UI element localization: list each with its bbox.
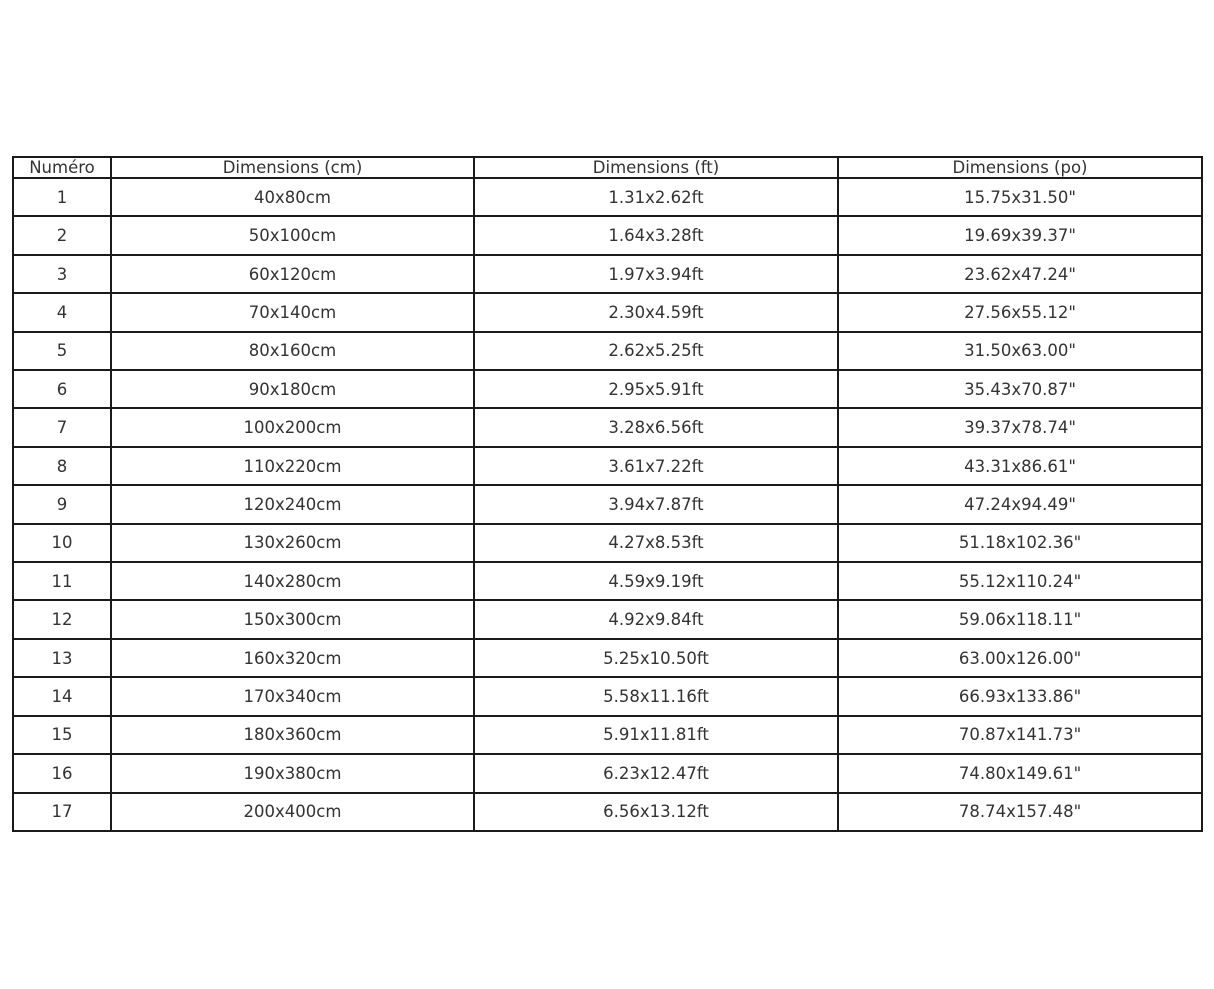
table-cell: 19.69x39.37" [838, 216, 1202, 254]
table-cell: 4.27x8.53ft [474, 524, 838, 562]
table-cell: 10 [13, 524, 111, 562]
table-cell: 39.37x78.74" [838, 408, 1202, 446]
table-cell: 60x120cm [111, 255, 474, 293]
column-header: Numéro [13, 157, 111, 178]
table-cell: 5 [13, 332, 111, 370]
table-cell: 130x260cm [111, 524, 474, 562]
table-cell: 100x200cm [111, 408, 474, 446]
table-cell: 9 [13, 485, 111, 523]
table-row [13, 600, 1202, 638]
table-cell: 90x180cm [111, 370, 474, 408]
table-row [13, 178, 1202, 216]
table-cell: 1.64x3.28ft [474, 216, 838, 254]
table-cell: 6.56x13.12ft [474, 793, 838, 832]
table-cell: 27.56x55.12" [838, 293, 1202, 331]
table-cell: 4.59x9.19ft [474, 562, 838, 600]
table-row [13, 793, 1202, 832]
table-cell: 78.74x157.48" [838, 793, 1202, 832]
table-cell: 5.91x11.81ft [474, 716, 838, 754]
column-header: Dimensions (po) [838, 157, 1202, 178]
table-cell: 55.12x110.24" [838, 562, 1202, 600]
table-cell: 4.92x9.84ft [474, 600, 838, 638]
table-cell: 3.94x7.87ft [474, 485, 838, 523]
table-cell: 15 [13, 716, 111, 754]
table-cell: 2.95x5.91ft [474, 370, 838, 408]
table-cell: 1.31x2.62ft [474, 178, 838, 216]
table-row [13, 524, 1202, 562]
table-cell: 2.30x4.59ft [474, 293, 838, 331]
table-cell: 180x360cm [111, 716, 474, 754]
table-cell: 50x100cm [111, 216, 474, 254]
header-row [13, 157, 1202, 178]
table-cell: 43.31x86.61" [838, 447, 1202, 485]
table-cell: 70.87x141.73" [838, 716, 1202, 754]
column-header: Dimensions (cm) [111, 157, 474, 178]
table-cell: 190x380cm [111, 754, 474, 792]
table-cell: 17 [13, 793, 111, 832]
table-row [13, 754, 1202, 792]
table-row [13, 562, 1202, 600]
table-cell: 120x240cm [111, 485, 474, 523]
table-cell: 16 [13, 754, 111, 792]
table-cell: 200x400cm [111, 793, 474, 832]
table-cell: 80x160cm [111, 332, 474, 370]
table-row [13, 370, 1202, 408]
table-cell: 6 [13, 370, 111, 408]
table-cell: 59.06x118.11" [838, 600, 1202, 638]
table-cell: 4 [13, 293, 111, 331]
table-cell: 2.62x5.25ft [474, 332, 838, 370]
table-cell: 2 [13, 216, 111, 254]
dimensions-conversion-table [12, 156, 1203, 832]
table-cell: 12 [13, 600, 111, 638]
table-cell: 66.93x133.86" [838, 677, 1202, 715]
table-cell: 110x220cm [111, 447, 474, 485]
table-row [13, 216, 1202, 254]
table-cell: 31.50x63.00" [838, 332, 1202, 370]
table-cell: 8 [13, 447, 111, 485]
table-row [13, 447, 1202, 485]
table-cell: 5.58x11.16ft [474, 677, 838, 715]
table-cell: 6.23x12.47ft [474, 754, 838, 792]
table-cell: 74.80x149.61" [838, 754, 1202, 792]
table-cell: 51.18x102.36" [838, 524, 1202, 562]
table-row [13, 716, 1202, 754]
table-cell: 3 [13, 255, 111, 293]
table-cell: 1.97x3.94ft [474, 255, 838, 293]
table-cell: 47.24x94.49" [838, 485, 1202, 523]
table-cell: 35.43x70.87" [838, 370, 1202, 408]
table-body [13, 178, 1202, 831]
table-cell: 14 [13, 677, 111, 715]
table-row [13, 485, 1202, 523]
table-row [13, 677, 1202, 715]
table-cell: 11 [13, 562, 111, 600]
table-cell: 40x80cm [111, 178, 474, 216]
table-row [13, 332, 1202, 370]
table-cell: 23.62x47.24" [838, 255, 1202, 293]
table-row [13, 639, 1202, 677]
column-header: Dimensions (ft) [474, 157, 838, 178]
table-cell: 140x280cm [111, 562, 474, 600]
table-cell: 170x340cm [111, 677, 474, 715]
table-cell: 13 [13, 639, 111, 677]
table-row [13, 408, 1202, 446]
table-cell: 150x300cm [111, 600, 474, 638]
table-row [13, 255, 1202, 293]
table-cell: 5.25x10.50ft [474, 639, 838, 677]
table-cell: 7 [13, 408, 111, 446]
table-cell: 15.75x31.50" [838, 178, 1202, 216]
table-cell: 1 [13, 178, 111, 216]
table-row [13, 293, 1202, 331]
table-cell: 3.28x6.56ft [474, 408, 838, 446]
table-cell: 3.61x7.22ft [474, 447, 838, 485]
table-cell: 70x140cm [111, 293, 474, 331]
table-cell: 63.00x126.00" [838, 639, 1202, 677]
table-cell: 160x320cm [111, 639, 474, 677]
